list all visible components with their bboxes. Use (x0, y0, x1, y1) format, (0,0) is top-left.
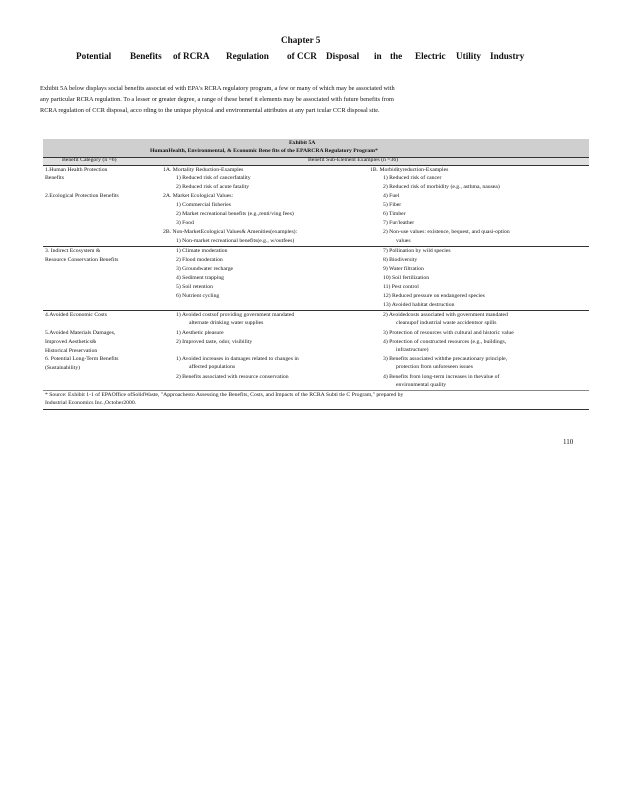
list-item: 5) Soil retention (176, 284, 213, 290)
intro-line: any particular RCRA regulation. To a lesser or greater degree, a range of these benef it elements may be associated with future benefits from (40, 96, 394, 103)
title-word: the (390, 51, 403, 61)
source-note: * Source: Exhibit 1-1 of EPAOffice ofSolidWaste, "Approachesto Assessing the Benefits, Costs, and Impacts of the RCRA Subti tle C Program," prepared by (45, 392, 404, 398)
subhead: 2A. Market Ecological Values: (163, 193, 234, 199)
list-item: 6) Timber (383, 211, 406, 217)
list-item: 5) Fiber (383, 202, 402, 208)
intro-line: Exhibit 5A below displays social benefits associat ed with EPA's RCRA regulatory program, a few or many of which may be associated with (40, 85, 395, 92)
list-item: 13) Avoided habitat destruction (383, 302, 455, 308)
list-item: 8) Biodiversity (383, 257, 418, 263)
title-word: in (374, 51, 382, 61)
list-item: 3) Groundwater recharge (176, 266, 234, 272)
header-examples: Benefit Sub-Element Examples (n =36) (308, 157, 399, 163)
category-label: 3. Indirect Ecosystem & (45, 248, 101, 254)
title-word: Industry (490, 51, 525, 61)
list-item: 7) Fur/leather (383, 220, 415, 226)
subhead: 1B. Morbidityreduction-Examples (370, 167, 449, 173)
list-item: 12) Reduced pressure on endangered species (383, 293, 485, 299)
intro-line: RCRA regulation of CCR disposal, acco rding to the unique physical and environmental attributes at any part icular CCR disposal site. (40, 107, 380, 114)
title-word: Electric (415, 51, 446, 61)
list-item: 2) Avoidedcosts associated with government mandated (383, 312, 508, 318)
list-item: affected populations (189, 364, 236, 370)
title-word: Potential (76, 51, 112, 61)
header-category: Benefit Category (n =6) (62, 157, 117, 163)
list-item: 4) Benefits from long-term increases in thevalue of (383, 374, 500, 380)
row-rule (43, 310, 589, 311)
list-item: 4) Fuel (383, 193, 400, 199)
table-bottom-rule (43, 409, 589, 410)
list-item: infrastructure) (396, 347, 429, 353)
list-item: 1) Non-market recreational benefits(e.g., w/outfees) (176, 238, 295, 244)
category-label: Benefits (45, 175, 64, 181)
list-item: 2) Reduced risk of acute fatality (176, 184, 250, 190)
list-item: cleanupof industrial waste accidentsor spills (396, 320, 497, 326)
list-item: 4) Protection of constructed resources (e.g., buildings, (383, 339, 507, 345)
list-item: 1) Commercial fisheries (176, 202, 231, 208)
category-label: 5.Avoided Materials Damages, (45, 330, 116, 336)
list-item: 3) Food (176, 220, 194, 226)
list-item: 1) Avoided increases in damages related to changes in (176, 356, 299, 362)
list-item: 1) Reduced risk of cancerfatality (176, 175, 251, 181)
category-label: Improved Aesthetics& (45, 339, 97, 345)
list-item: 2) Market recreational benefits (e.g.,renti/ving fees) (176, 211, 294, 217)
list-item: 10) Soil fertilization (383, 275, 430, 281)
header-bottom-rule (43, 165, 589, 166)
list-item: protection from unforeseen issues (396, 364, 473, 370)
list-item: 2) Improved taste, odor, visibility (176, 339, 253, 345)
list-item: 4) Sediment trapping (176, 275, 225, 281)
list-item: 3) Benefits associated withthe precautionary principle, (383, 356, 508, 362)
list-item: 2) Non-use values: existence, bequest, and quasi-option (383, 229, 510, 235)
category-label: Historical Preservation (45, 348, 98, 354)
list-item: 3) Protection of resources with cultural and historic value (383, 330, 514, 336)
category-label: 6. Potential Long-Term Benefits (45, 356, 119, 362)
title-word: Regulation (226, 51, 269, 61)
chapter-heading: Chapter 5 (281, 35, 321, 45)
list-item: 2) Flood moderation (176, 257, 223, 263)
subhead: 1A. Mortality Reduction-Examples (163, 167, 244, 173)
category-label: 2.Ecological Protection Benefits (45, 193, 119, 199)
title-word: Utility (456, 51, 482, 61)
list-item: alternate drinking water supplies (189, 320, 264, 326)
title-word: of CCR (287, 51, 317, 61)
list-item: 11) Pest control (383, 284, 419, 290)
title-word: Disposal (326, 51, 360, 61)
category-label: 4.Avoided Economic Costs (45, 312, 107, 318)
row-rule (43, 246, 589, 247)
source-note: Industrial Economics Inc.,October2000. (45, 400, 137, 406)
exhibit-title: HumanHealth, Environmental, & Economic Bene fits of the EPARCRA Regulatory Program* (150, 148, 378, 154)
category-label: Resource Conservation Benefits (45, 257, 119, 263)
category-label: 1.Human Health Protection (45, 167, 108, 173)
list-item: 2) Benefits associated with resource conservation (176, 374, 289, 380)
list-item: values (396, 238, 411, 244)
exhibit-label: Exhibit 5A (289, 140, 316, 146)
page-number: 110 (563, 438, 574, 446)
row-rule (43, 390, 589, 391)
subhead: 2B. Non-MarketEcological Values& Amenities(examples): (163, 229, 298, 235)
list-item: 1) Avoided costsof providing government mandated (176, 312, 295, 318)
title-word: of RCRA (173, 51, 210, 61)
list-item: 9) Water filtration (383, 266, 424, 272)
title-word: Benefits (130, 51, 162, 61)
list-item: 6) Nutrient cycling (176, 293, 220, 299)
list-item: environmental quality (396, 382, 447, 388)
list-item: 1) Aesthetic pleasure (176, 330, 224, 336)
list-item: 2) Reduced risk of morbidity (e.g., asthma, nausea) (383, 184, 500, 190)
list-item: 7) Pollination by wild species (383, 248, 451, 254)
list-item: 1) Climate moderation (176, 248, 228, 254)
category-label: (Sustainability) (45, 365, 81, 371)
list-item: 1) Reduced risk of cancer (383, 175, 442, 181)
